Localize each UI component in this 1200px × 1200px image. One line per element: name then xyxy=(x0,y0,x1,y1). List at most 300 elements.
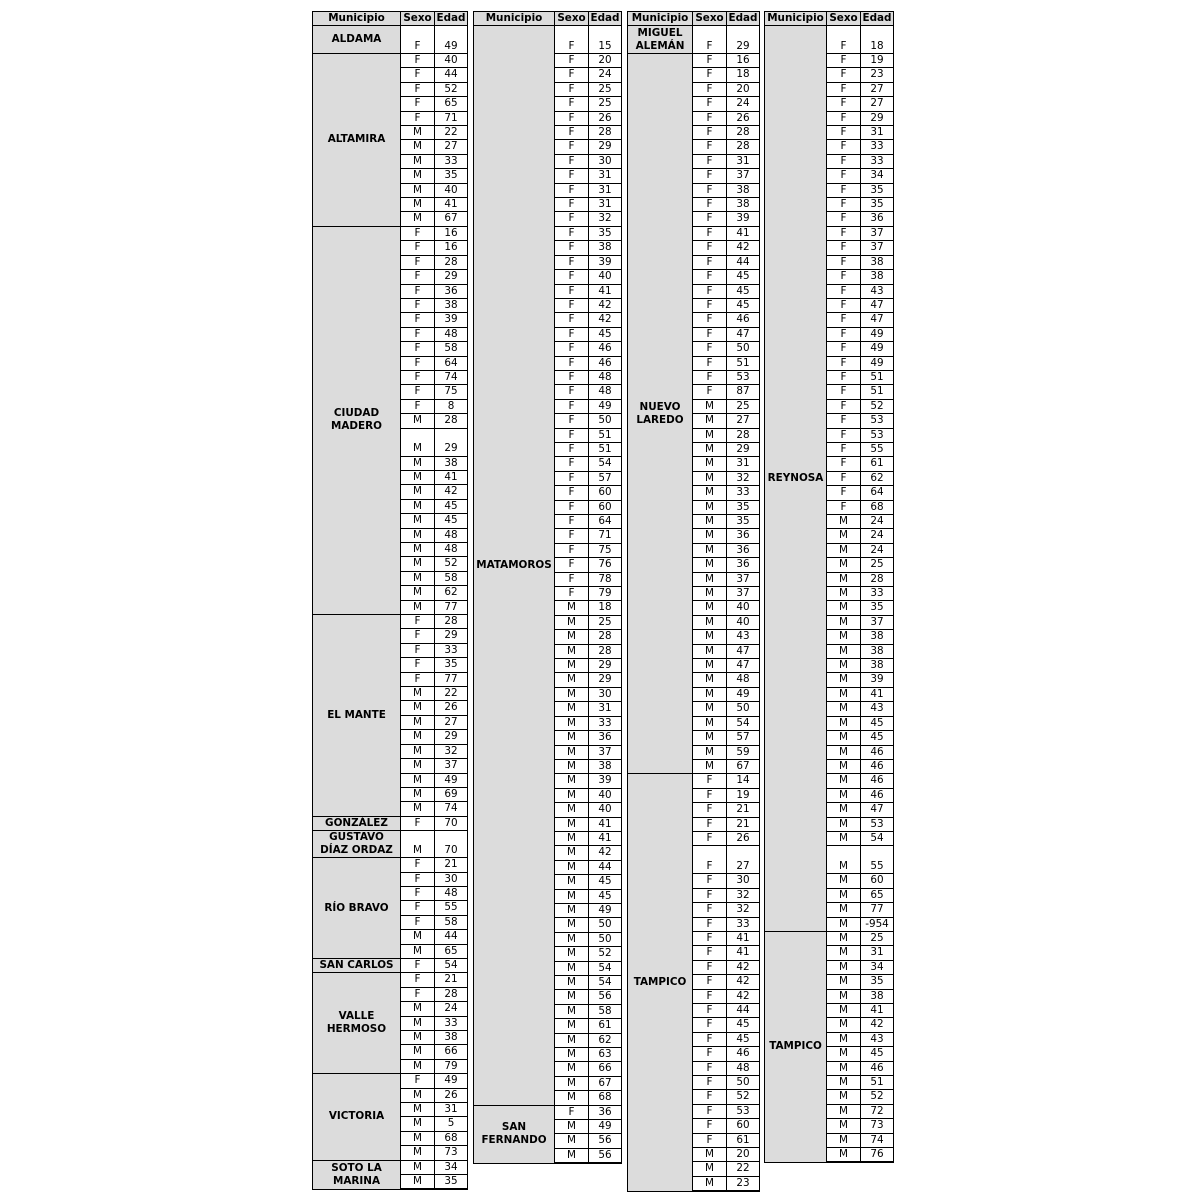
edad-cell: 39 xyxy=(861,673,894,687)
header-sexo: Sexo xyxy=(555,12,589,26)
sexo-cell: M xyxy=(827,931,861,945)
sexo-cell: F xyxy=(401,342,435,356)
sexo-cell: F xyxy=(693,140,727,154)
municipio-cell xyxy=(313,615,401,817)
sexo-cell: F xyxy=(827,126,861,140)
sexo-cell: F xyxy=(555,399,589,413)
header-row xyxy=(313,12,468,26)
edad-cell: 38 xyxy=(435,456,468,470)
sexo-cell: F xyxy=(555,414,589,428)
sexo-cell: F xyxy=(693,846,727,874)
edad-cell: 35 xyxy=(861,975,894,989)
edad-cell: 45 xyxy=(727,284,760,298)
sexo-cell: M xyxy=(401,759,435,773)
edad-cell: 45 xyxy=(727,298,760,312)
sexo-cell: F xyxy=(693,327,727,341)
edad-cell: 50 xyxy=(727,1076,760,1090)
edad-cell: 49 xyxy=(435,773,468,787)
header-edad: Edad xyxy=(728,12,758,24)
table-row xyxy=(474,26,622,54)
header-municipio: Municipio xyxy=(313,12,401,26)
sexo-cell: M xyxy=(401,802,435,816)
municipio-name: MATAMOROS xyxy=(476,558,552,571)
edad-cell: 35 xyxy=(435,169,468,183)
sexo-cell: M xyxy=(693,702,727,716)
municipio-name: ALDAMA xyxy=(331,33,382,45)
edad-cell: 33 xyxy=(435,643,468,657)
sexo-cell: M xyxy=(555,673,589,687)
sexo-cell: M xyxy=(401,744,435,758)
municipio-name: ALTAMIRA xyxy=(327,133,386,146)
sexo-cell: F xyxy=(827,356,861,370)
edad-cell: 46 xyxy=(861,774,894,788)
sexo-cell: F xyxy=(693,198,727,212)
sexo-cell: M xyxy=(827,716,861,730)
municipio-name: VICTORIA xyxy=(328,1110,385,1123)
sexo-cell: F xyxy=(827,342,861,356)
sexo-cell: M xyxy=(401,1045,435,1059)
edad-cell: 38 xyxy=(861,270,894,284)
sexo-cell: F xyxy=(693,255,727,269)
sexo-cell: F xyxy=(827,471,861,485)
edad-cell: 58 xyxy=(589,1004,622,1018)
edad-cell: 50 xyxy=(727,702,760,716)
edad-cell: 71 xyxy=(589,529,622,543)
municipio-name: HERMOSO xyxy=(326,1023,387,1036)
edad-cell: 75 xyxy=(589,543,622,557)
edad-cell: 16 xyxy=(435,226,468,240)
edad-cell: 40 xyxy=(727,615,760,629)
edad-cell: 42 xyxy=(861,1018,894,1032)
municipio-name: TAMPICO xyxy=(633,976,687,989)
edad-cell: 38 xyxy=(861,659,894,673)
edad-cell: 55 xyxy=(435,901,468,915)
edad-cell: 49 xyxy=(435,26,468,54)
sexo-cell: M xyxy=(555,1134,589,1148)
edad-cell: 27 xyxy=(861,97,894,111)
edad-cell: 67 xyxy=(435,212,468,226)
edad-cell: 44 xyxy=(435,68,468,82)
edad-cell: 30 xyxy=(727,874,760,888)
sexo-cell: M xyxy=(827,543,861,557)
edad-cell: 65 xyxy=(861,888,894,902)
sexo-cell: F xyxy=(827,457,861,471)
edad-cell: 43 xyxy=(861,702,894,716)
sexo-cell: F xyxy=(693,270,727,284)
sexo-cell: M xyxy=(555,1091,589,1105)
table-row xyxy=(313,831,468,858)
edad-cell: 40 xyxy=(435,183,468,197)
edad-cell: 38 xyxy=(435,298,468,312)
edad-cell: 53 xyxy=(861,428,894,442)
sexo-cell: F xyxy=(555,587,589,601)
sexo-cell: M xyxy=(827,1104,861,1118)
municipio-cell xyxy=(313,1160,401,1189)
sexo-cell: M xyxy=(555,615,589,629)
sexo-cell: M xyxy=(555,731,589,745)
municipio-name: VALLE xyxy=(338,1010,375,1023)
sexo-cell: M xyxy=(555,803,589,817)
sexo-cell: F xyxy=(693,26,727,54)
sexo-cell: F xyxy=(401,97,435,111)
edad-cell: 33 xyxy=(861,587,894,601)
edad-cell: 79 xyxy=(589,587,622,601)
header-municipio: Municipio xyxy=(765,12,827,26)
edad-cell: 46 xyxy=(589,342,622,356)
edad-cell: 19 xyxy=(727,788,760,802)
sexo-cell: M xyxy=(555,1019,589,1033)
municipio-cell xyxy=(628,774,693,1191)
edad-cell: 29 xyxy=(589,659,622,673)
sexo-cell: F xyxy=(827,428,861,442)
edad-cell: 15 xyxy=(589,26,622,54)
edad-cell: 42 xyxy=(589,313,622,327)
sexo-cell: M xyxy=(555,976,589,990)
edad-cell: 30 xyxy=(589,154,622,168)
sexo-cell: M xyxy=(827,803,861,817)
table-row xyxy=(765,931,894,945)
sexo-cell: F xyxy=(401,816,435,830)
edad-cell: 42 xyxy=(589,846,622,860)
edad-cell: 40 xyxy=(589,803,622,817)
sexo-cell: M xyxy=(555,702,589,716)
edad-cell: 77 xyxy=(435,672,468,686)
edad-cell: 40 xyxy=(589,270,622,284)
sexo-cell: M xyxy=(555,1033,589,1047)
edad-cell: 45 xyxy=(861,716,894,730)
sexo-cell: F xyxy=(827,442,861,456)
sexo-cell: M xyxy=(555,918,589,932)
municipio-name: ALEMÁN xyxy=(635,39,685,52)
edad-cell: 38 xyxy=(861,630,894,644)
sexo-cell: M xyxy=(693,428,727,442)
sexo-cell: M xyxy=(693,630,727,644)
table-row xyxy=(313,1160,468,1174)
sexo-cell: F xyxy=(555,212,589,226)
edad-cell: 72 xyxy=(861,1104,894,1118)
sexo-cell: M xyxy=(827,774,861,788)
edad-cell: 28 xyxy=(727,428,760,442)
sexo-cell: F xyxy=(401,643,435,657)
sexo-cell: F xyxy=(693,975,727,989)
municipio-cell xyxy=(313,958,401,972)
edad-cell: 56 xyxy=(589,1148,622,1163)
municipio-cell xyxy=(313,1074,401,1160)
edad-cell: -954 xyxy=(861,917,894,931)
sexo-cell: F xyxy=(693,82,727,96)
edad-cell: 61 xyxy=(727,1133,760,1147)
edad-cell: 8 xyxy=(435,399,468,413)
edad-cell: 42 xyxy=(727,975,760,989)
edad-cell: 42 xyxy=(727,960,760,974)
edad-cell: 41 xyxy=(727,931,760,945)
header-row xyxy=(474,12,622,26)
edad-cell: 28 xyxy=(435,414,468,428)
edad-cell: 65 xyxy=(435,97,468,111)
edad-cell: 14 xyxy=(727,774,760,788)
edad-cell: 43 xyxy=(861,1032,894,1046)
sexo-cell: M xyxy=(693,572,727,586)
sexo-cell: F xyxy=(555,255,589,269)
edad-cell: 58 xyxy=(435,571,468,585)
municipio-name: GUSTAVO xyxy=(329,831,384,844)
sexo-cell: F xyxy=(827,500,861,514)
edad-cell: 73 xyxy=(861,1119,894,1133)
edad-cell: 43 xyxy=(861,284,894,298)
sexo-cell: M xyxy=(401,930,435,944)
header-sexo: Sexo xyxy=(827,12,861,26)
edad-cell: 57 xyxy=(589,471,622,485)
municipio-cell xyxy=(474,26,555,1106)
edad-cell: 71 xyxy=(435,111,468,125)
sexo-cell: F xyxy=(827,313,861,327)
edad-cell: 26 xyxy=(589,111,622,125)
edad-cell: 16 xyxy=(727,54,760,68)
sexo-cell: M xyxy=(401,687,435,701)
edad-cell: 24 xyxy=(861,515,894,529)
sexo-cell: M xyxy=(555,875,589,889)
edad-cell: 50 xyxy=(589,932,622,946)
edad-cell: 46 xyxy=(727,313,760,327)
sexo-cell: M xyxy=(555,932,589,946)
sexo-cell: F xyxy=(827,68,861,82)
header-row xyxy=(765,12,894,26)
sexo-cell: F xyxy=(555,370,589,384)
edad-cell: 45 xyxy=(861,1047,894,1061)
edad-cell: 59 xyxy=(727,745,760,759)
edad-cell: 32 xyxy=(727,903,760,917)
sexo-cell: M xyxy=(693,1148,727,1162)
edad-cell: 25 xyxy=(589,97,622,111)
edad-cell: 48 xyxy=(727,1061,760,1075)
edad-cell: 60 xyxy=(727,1119,760,1133)
sexo-cell: F xyxy=(693,989,727,1003)
edad-cell: 33 xyxy=(435,154,468,168)
edad-cell: 45 xyxy=(435,514,468,528)
edad-cell: 78 xyxy=(589,572,622,586)
edad-cell: 37 xyxy=(589,745,622,759)
sexo-cell: M xyxy=(401,1088,435,1102)
edad-cell: 50 xyxy=(727,342,760,356)
edad-cell: 74 xyxy=(435,370,468,384)
edad-cell: 57 xyxy=(727,731,760,745)
sexo-cell: F xyxy=(693,1133,727,1147)
sexo-cell: F xyxy=(693,313,727,327)
table-row xyxy=(474,1105,622,1119)
sexo-cell: M xyxy=(555,1076,589,1090)
edad-cell: 29 xyxy=(589,140,622,154)
edad-cell: 18 xyxy=(589,601,622,615)
edad-cell: 29 xyxy=(727,442,760,456)
edad-cell: 55 xyxy=(861,846,894,874)
edad-cell: 51 xyxy=(589,442,622,456)
sexo-cell: F xyxy=(693,774,727,788)
sexo-cell: F xyxy=(693,212,727,226)
edad-cell: 60 xyxy=(589,500,622,514)
sexo-cell: M xyxy=(827,975,861,989)
header-edad: Edad xyxy=(436,12,466,24)
sexo-cell: F xyxy=(555,500,589,514)
edad-cell: 26 xyxy=(435,1088,468,1102)
edad-cell: 47 xyxy=(861,298,894,312)
edad-cell: 52 xyxy=(589,947,622,961)
edad-cell: 46 xyxy=(861,759,894,773)
sexo-cell: M xyxy=(827,1004,861,1018)
sexo-cell: F xyxy=(555,82,589,96)
edad-cell: 47 xyxy=(727,644,760,658)
sexo-cell: M xyxy=(827,1148,861,1163)
table-row xyxy=(313,958,468,972)
municipio-cell xyxy=(313,816,401,830)
sexo-cell: F xyxy=(827,54,861,68)
sexo-cell: F xyxy=(693,888,727,902)
sexo-cell: F xyxy=(401,298,435,312)
edad-cell: 48 xyxy=(589,370,622,384)
edad-cell: 48 xyxy=(727,673,760,687)
edad-cell: 20 xyxy=(727,82,760,96)
sexo-cell: F xyxy=(555,97,589,111)
edad-cell: 42 xyxy=(589,298,622,312)
municipio-name: LAREDO xyxy=(636,413,684,426)
edad-cell: 38 xyxy=(589,759,622,773)
sexo-cell: M xyxy=(555,788,589,802)
edad-cell: 37 xyxy=(727,572,760,586)
sexo-cell: F xyxy=(827,212,861,226)
edad-cell: 66 xyxy=(435,1045,468,1059)
sexo-cell: F xyxy=(401,658,435,672)
edad-cell: 39 xyxy=(435,313,468,327)
sexo-cell: M xyxy=(401,831,435,858)
edad-cell: 29 xyxy=(435,428,468,456)
edad-cell: 29 xyxy=(589,673,622,687)
edad-cell: 70 xyxy=(435,831,468,858)
sexo-cell: M xyxy=(827,687,861,701)
sexo-cell: F xyxy=(401,385,435,399)
edad-cell: 22 xyxy=(727,1162,760,1176)
edad-cell: 36 xyxy=(727,529,760,543)
sexo-cell: M xyxy=(827,888,861,902)
sexo-cell: F xyxy=(693,960,727,974)
sexo-cell: M xyxy=(827,917,861,931)
header-row xyxy=(628,12,760,26)
sexo-cell: F xyxy=(693,126,727,140)
sexo-cell: F xyxy=(693,1076,727,1090)
sexo-cell: M xyxy=(827,745,861,759)
edad-cell: 51 xyxy=(861,385,894,399)
sexo-cell: F xyxy=(693,817,727,831)
edad-cell: 64 xyxy=(861,486,894,500)
sexo-cell: M xyxy=(401,944,435,958)
sexo-cell: M xyxy=(693,457,727,471)
municipio-name: SAN xyxy=(501,1121,527,1134)
edad-cell: 35 xyxy=(589,226,622,240)
edad-cell: 61 xyxy=(861,457,894,471)
table-row xyxy=(628,26,760,54)
edad-cell: 45 xyxy=(727,1032,760,1046)
edad-cell: 26 xyxy=(727,831,760,845)
sexo-cell: F xyxy=(555,68,589,82)
sexo-cell: F xyxy=(555,327,589,341)
sexo-cell: M xyxy=(693,1162,727,1176)
sexo-cell: M xyxy=(401,1002,435,1016)
edad-cell: 49 xyxy=(589,903,622,917)
sexo-cell: F xyxy=(827,385,861,399)
sexo-cell: M xyxy=(401,715,435,729)
edad-cell: 45 xyxy=(727,1018,760,1032)
sexo-cell: F xyxy=(555,140,589,154)
sexo-cell: F xyxy=(693,342,727,356)
edad-cell: 34 xyxy=(435,1160,468,1174)
edad-cell: 36 xyxy=(727,543,760,557)
municipio-cell xyxy=(628,26,693,54)
sexo-cell: F xyxy=(693,1047,727,1061)
sexo-cell: F xyxy=(827,486,861,500)
sexo-cell: F xyxy=(693,183,727,197)
sexo-cell: M xyxy=(555,831,589,845)
sexo-cell: F xyxy=(693,385,727,399)
edad-cell: 54 xyxy=(727,716,760,730)
sexo-cell: M xyxy=(555,1048,589,1062)
sexo-cell: M xyxy=(693,1176,727,1191)
edad-cell: 45 xyxy=(861,731,894,745)
sexo-cell: F xyxy=(693,1032,727,1046)
sexo-cell: F xyxy=(401,327,435,341)
edad-cell: 34 xyxy=(861,169,894,183)
sexo-cell: F xyxy=(693,1018,727,1032)
edad-cell: 31 xyxy=(589,198,622,212)
sexo-cell: M xyxy=(693,587,727,601)
edad-cell: 35 xyxy=(861,198,894,212)
sexo-cell: M xyxy=(555,630,589,644)
edad-cell: 48 xyxy=(435,327,468,341)
table-row xyxy=(765,26,894,54)
header-municipio: Municipio xyxy=(628,12,693,26)
sexo-cell: M xyxy=(401,1117,435,1131)
edad-cell: 33 xyxy=(727,917,760,931)
edad-cell: 53 xyxy=(861,414,894,428)
edad-cell: 53 xyxy=(861,817,894,831)
header-edad: Edad xyxy=(862,12,892,24)
edad-cell: 38 xyxy=(589,241,622,255)
municipio-cell xyxy=(313,226,401,614)
sexo-cell: M xyxy=(401,198,435,212)
edad-cell: 49 xyxy=(861,327,894,341)
sexo-cell: M xyxy=(827,759,861,773)
sexo-cell: M xyxy=(693,543,727,557)
edad-cell: 29 xyxy=(861,111,894,125)
edad-cell: 23 xyxy=(727,1176,760,1191)
sexo-cell: M xyxy=(401,154,435,168)
sexo-cell: F xyxy=(555,183,589,197)
sexo-cell: M xyxy=(401,528,435,542)
edad-cell: 56 xyxy=(589,990,622,1004)
edad-cell: 28 xyxy=(589,126,622,140)
sexo-cell: M xyxy=(693,515,727,529)
sexo-cell: M xyxy=(693,601,727,615)
sexo-cell: F xyxy=(693,788,727,802)
edad-cell: 33 xyxy=(727,486,760,500)
edad-cell: 41 xyxy=(589,817,622,831)
sexo-cell: M xyxy=(827,846,861,874)
sexo-cell: F xyxy=(693,111,727,125)
edad-cell: 30 xyxy=(589,687,622,701)
edad-cell: 35 xyxy=(435,1175,468,1190)
edad-cell: 36 xyxy=(861,212,894,226)
municipio-cell xyxy=(628,54,693,774)
edad-cell: 49 xyxy=(589,1120,622,1134)
edad-cell: 26 xyxy=(435,701,468,715)
edad-cell: 37 xyxy=(727,169,760,183)
